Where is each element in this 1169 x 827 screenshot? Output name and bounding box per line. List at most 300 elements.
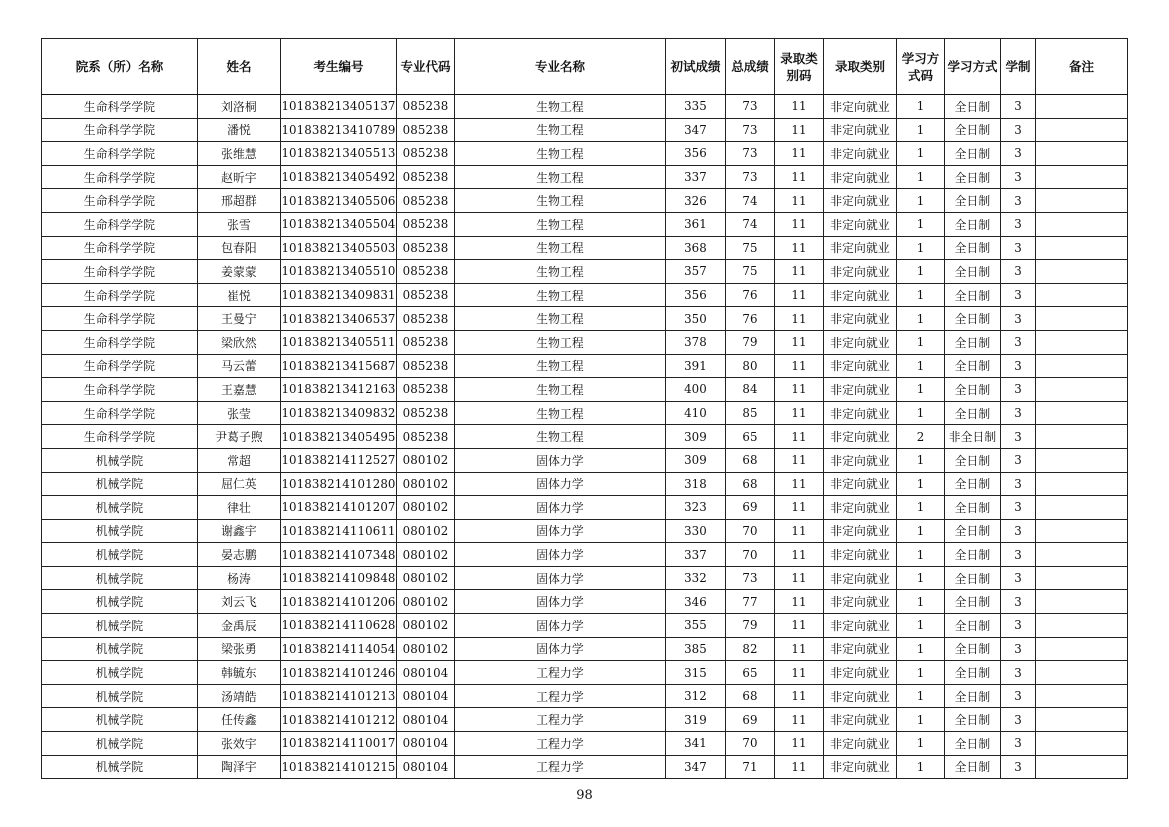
admission-type-cell: 非定向就业: [824, 142, 897, 166]
major-code-cell: 080102: [397, 496, 455, 520]
admission-type-code-cell: 11: [775, 755, 824, 779]
study-mode-code-cell: 1: [897, 684, 945, 708]
major-name-cell: 生物工程: [455, 307, 666, 331]
table-row: [42, 614, 1128, 638]
name-cell: 屈仁英: [198, 472, 281, 496]
remarks-cell: [1036, 448, 1128, 472]
department-cell: 机械学院: [42, 755, 198, 779]
study-mode-code-cell: 1: [897, 543, 945, 567]
department-cell: 生命科学学院: [42, 260, 198, 284]
remarks-cell: [1036, 307, 1128, 331]
admission-type-cell: 非定向就业: [824, 307, 897, 331]
total-score-cell: 76: [726, 307, 775, 331]
admission-type-cell: 非定向就业: [824, 378, 897, 402]
name-cell: 邢超群: [198, 189, 281, 213]
table-row: [42, 236, 1128, 260]
duration-cell: 3: [1001, 496, 1036, 520]
major-code-cell: 080104: [397, 661, 455, 685]
name-cell: 陶泽宇: [198, 755, 281, 779]
prelim-score-cell: 337: [666, 543, 726, 567]
study-mode-cell: 全日制: [945, 330, 1001, 354]
duration-cell: 3: [1001, 755, 1036, 779]
department-cell: 机械学院: [42, 496, 198, 520]
prelim-score-cell: 332: [666, 566, 726, 590]
candidate-id-cell: 101838213405510: [281, 260, 397, 284]
major-code-cell: 085238: [397, 118, 455, 142]
duration-cell: 3: [1001, 283, 1036, 307]
prelim-score-cell: 323: [666, 496, 726, 520]
major-name-cell: 生物工程: [455, 330, 666, 354]
study-mode-cell: 非全日制: [945, 425, 1001, 449]
department-cell: 生命科学学院: [42, 401, 198, 425]
table-row: [42, 401, 1128, 425]
table-row: [42, 448, 1128, 472]
remarks-cell: [1036, 543, 1128, 567]
admission-type-code-cell: 11: [775, 472, 824, 496]
name-cell: 马云蕾: [198, 354, 281, 378]
duration-cell: 3: [1001, 378, 1036, 402]
header-total-score: 总成绩: [726, 39, 775, 95]
duration-cell: 3: [1001, 425, 1036, 449]
admission-list-sheet: [41, 38, 1127, 779]
major-code-cell: 085238: [397, 236, 455, 260]
admission-type-code-cell: 11: [775, 401, 824, 425]
remarks-cell: [1036, 354, 1128, 378]
major-code-cell: 080102: [397, 614, 455, 638]
major-code-cell: 085238: [397, 260, 455, 284]
total-score-cell: 82: [726, 637, 775, 661]
duration-cell: 3: [1001, 189, 1036, 213]
prelim-score-cell: 326: [666, 189, 726, 213]
table-row: [42, 189, 1128, 213]
table-row: [42, 330, 1128, 354]
admission-type-cell: 非定向就业: [824, 637, 897, 661]
admission-type-cell: 非定向就业: [824, 448, 897, 472]
candidate-id-cell: 101838214101213: [281, 684, 397, 708]
study-mode-code-cell: 1: [897, 330, 945, 354]
prelim-score-cell: 368: [666, 236, 726, 260]
remarks-cell: [1036, 330, 1128, 354]
duration-cell: 3: [1001, 354, 1036, 378]
admission-type-code-cell: 11: [775, 637, 824, 661]
prelim-score-cell: 341: [666, 732, 726, 756]
study-mode-cell: 全日制: [945, 118, 1001, 142]
major-code-cell: 085238: [397, 189, 455, 213]
department-cell: 机械学院: [42, 566, 198, 590]
major-code-cell: 080102: [397, 519, 455, 543]
remarks-cell: [1036, 401, 1128, 425]
candidate-id-cell: 101838213405503: [281, 236, 397, 260]
candidate-id-cell: 101838213405513: [281, 142, 397, 166]
table-row: [42, 283, 1128, 307]
candidate-id-cell: 101838214101246: [281, 661, 397, 685]
name-cell: 任传鑫: [198, 708, 281, 732]
admission-type-code-cell: 11: [775, 354, 824, 378]
major-name-cell: 生物工程: [455, 189, 666, 213]
total-score-cell: 73: [726, 165, 775, 189]
total-score-cell: 73: [726, 566, 775, 590]
table-row: [42, 566, 1128, 590]
prelim-score-cell: 355: [666, 614, 726, 638]
admission-type-code-cell: 11: [775, 212, 824, 236]
total-score-cell: 68: [726, 472, 775, 496]
major-name-cell: 生物工程: [455, 354, 666, 378]
duration-cell: 3: [1001, 637, 1036, 661]
study-mode-cell: 全日制: [945, 212, 1001, 236]
name-cell: 王曼宁: [198, 307, 281, 331]
table-row: [42, 496, 1128, 520]
table-row: [42, 142, 1128, 166]
study-mode-cell: 全日制: [945, 590, 1001, 614]
table-row: [42, 425, 1128, 449]
header-major-code: 专业代码: [397, 39, 455, 95]
remarks-cell: [1036, 236, 1128, 260]
study-mode-cell: 全日制: [945, 165, 1001, 189]
duration-cell: 3: [1001, 165, 1036, 189]
major-code-cell: 085238: [397, 307, 455, 331]
department-cell: 机械学院: [42, 543, 198, 567]
department-cell: 生命科学学院: [42, 189, 198, 213]
header-admission-type: 录取类别: [824, 39, 897, 95]
study-mode-code-cell: 1: [897, 448, 945, 472]
admission-type-code-cell: 11: [775, 283, 824, 307]
department-cell: 生命科学学院: [42, 330, 198, 354]
study-mode-code-cell: 1: [897, 401, 945, 425]
duration-cell: 3: [1001, 448, 1036, 472]
candidate-id-cell: 101838214101212: [281, 708, 397, 732]
name-cell: 常超: [198, 448, 281, 472]
department-cell: 机械学院: [42, 637, 198, 661]
remarks-cell: [1036, 708, 1128, 732]
duration-cell: 3: [1001, 519, 1036, 543]
department-cell: 生命科学学院: [42, 165, 198, 189]
department-cell: 机械学院: [42, 472, 198, 496]
admission-type-cell: 非定向就业: [824, 260, 897, 284]
major-name-cell: 生物工程: [455, 212, 666, 236]
major-name-cell: 工程力学: [455, 661, 666, 685]
admission-type-code-cell: 11: [775, 448, 824, 472]
remarks-cell: [1036, 260, 1128, 284]
name-cell: 刘洛桐: [198, 95, 281, 119]
prelim-score-cell: 309: [666, 448, 726, 472]
table-row: [42, 637, 1128, 661]
department-cell: 机械学院: [42, 590, 198, 614]
study-mode-cell: 全日制: [945, 260, 1001, 284]
table-row: [42, 260, 1128, 284]
admission-type-code-cell: 11: [775, 118, 824, 142]
duration-cell: 3: [1001, 307, 1036, 331]
name-cell: 张莹: [198, 401, 281, 425]
major-code-cell: 080102: [397, 472, 455, 496]
total-score-cell: 74: [726, 189, 775, 213]
study-mode-code-cell: 1: [897, 496, 945, 520]
remarks-cell: [1036, 566, 1128, 590]
admission-type-code-cell: 11: [775, 732, 824, 756]
study-mode-cell: 全日制: [945, 95, 1001, 119]
duration-cell: 3: [1001, 212, 1036, 236]
major-code-cell: 085238: [397, 283, 455, 307]
admission-type-code-cell: 11: [775, 543, 824, 567]
table-body: [42, 95, 1128, 779]
study-mode-cell: 全日制: [945, 448, 1001, 472]
admission-type-cell: 非定向就业: [824, 708, 897, 732]
duration-cell: 3: [1001, 401, 1036, 425]
name-cell: 梁欣然: [198, 330, 281, 354]
name-cell: 赵昕宇: [198, 165, 281, 189]
study-mode-code-cell: 1: [897, 614, 945, 638]
prelim-score-cell: 312: [666, 684, 726, 708]
major-name-cell: 固体力学: [455, 496, 666, 520]
study-mode-code-cell: 1: [897, 732, 945, 756]
candidate-id-cell: 101838213406537: [281, 307, 397, 331]
table-row: [42, 543, 1128, 567]
duration-cell: 3: [1001, 330, 1036, 354]
total-score-cell: 69: [726, 708, 775, 732]
header-remarks: 备注: [1036, 39, 1128, 95]
remarks-cell: [1036, 425, 1128, 449]
name-cell: 梁张勇: [198, 637, 281, 661]
header-study-mode: 学习方式: [945, 39, 1001, 95]
major-name-cell: 生物工程: [455, 260, 666, 284]
study-mode-code-cell: 1: [897, 519, 945, 543]
remarks-cell: [1036, 212, 1128, 236]
department-cell: 机械学院: [42, 448, 198, 472]
candidate-id-cell: 101838214101206: [281, 590, 397, 614]
name-cell: 金禹辰: [198, 614, 281, 638]
remarks-cell: [1036, 118, 1128, 142]
candidate-id-cell: 101838213405137: [281, 95, 397, 119]
admission-type-cell: 非定向就业: [824, 614, 897, 638]
admission-type-code-cell: 11: [775, 684, 824, 708]
major-name-cell: 生物工程: [455, 118, 666, 142]
study-mode-cell: 全日制: [945, 354, 1001, 378]
candidate-id-cell: 101838213415687: [281, 354, 397, 378]
study-mode-cell: 全日制: [945, 614, 1001, 638]
duration-cell: 3: [1001, 708, 1036, 732]
admission-type-cell: 非定向就业: [824, 95, 897, 119]
admission-type-code-cell: 11: [775, 590, 824, 614]
major-name-cell: 固体力学: [455, 590, 666, 614]
total-score-cell: 71: [726, 755, 775, 779]
admission-type-code-cell: 11: [775, 708, 824, 732]
study-mode-code-cell: 1: [897, 566, 945, 590]
study-mode-cell: 全日制: [945, 472, 1001, 496]
study-mode-code-cell: 1: [897, 378, 945, 402]
candidate-id-cell: 101838213405511: [281, 330, 397, 354]
study-mode-cell: 全日制: [945, 189, 1001, 213]
candidate-id-cell: 101838213405506: [281, 189, 397, 213]
department-cell: 生命科学学院: [42, 142, 198, 166]
study-mode-code-cell: 1: [897, 354, 945, 378]
prelim-score-cell: 357: [666, 260, 726, 284]
duration-cell: 3: [1001, 566, 1036, 590]
total-score-cell: 68: [726, 684, 775, 708]
major-name-cell: 生物工程: [455, 142, 666, 166]
admission-type-cell: 非定向就业: [824, 566, 897, 590]
department-cell: 机械学院: [42, 732, 198, 756]
total-score-cell: 65: [726, 425, 775, 449]
prelim-score-cell: 410: [666, 401, 726, 425]
department-cell: 生命科学学院: [42, 236, 198, 260]
name-cell: 包春阳: [198, 236, 281, 260]
total-score-cell: 75: [726, 236, 775, 260]
admission-type-cell: 非定向就业: [824, 212, 897, 236]
remarks-cell: [1036, 755, 1128, 779]
prelim-score-cell: 319: [666, 708, 726, 732]
major-name-cell: 生物工程: [455, 378, 666, 402]
table-row: [42, 661, 1128, 685]
admission-type-code-cell: 11: [775, 189, 824, 213]
department-cell: 机械学院: [42, 614, 198, 638]
major-name-cell: 生物工程: [455, 425, 666, 449]
major-code-cell: 080104: [397, 684, 455, 708]
name-cell: 张效宇: [198, 732, 281, 756]
admission-type-cell: 非定向就业: [824, 401, 897, 425]
remarks-cell: [1036, 165, 1128, 189]
remarks-cell: [1036, 95, 1128, 119]
remarks-cell: [1036, 732, 1128, 756]
admission-type-code-cell: 11: [775, 661, 824, 685]
study-mode-code-cell: 1: [897, 165, 945, 189]
major-code-cell: 080102: [397, 637, 455, 661]
total-score-cell: 70: [726, 732, 775, 756]
table-row: [42, 307, 1128, 331]
study-mode-cell: 全日制: [945, 519, 1001, 543]
department-cell: 生命科学学院: [42, 212, 198, 236]
total-score-cell: 77: [726, 590, 775, 614]
department-cell: 生命科学学院: [42, 378, 198, 402]
header-department: 院系（所）名称: [42, 39, 198, 95]
study-mode-code-cell: 1: [897, 189, 945, 213]
major-name-cell: 固体力学: [455, 448, 666, 472]
name-cell: 律壮: [198, 496, 281, 520]
header-admission-type-code: 录取类别码: [775, 39, 824, 95]
prelim-score-cell: 347: [666, 118, 726, 142]
major-name-cell: 固体力学: [455, 637, 666, 661]
remarks-cell: [1036, 142, 1128, 166]
duration-cell: 3: [1001, 95, 1036, 119]
name-cell: 王嘉慧: [198, 378, 281, 402]
remarks-cell: [1036, 283, 1128, 307]
duration-cell: 3: [1001, 142, 1036, 166]
prelim-score-cell: 350: [666, 307, 726, 331]
total-score-cell: 75: [726, 260, 775, 284]
name-cell: 韩毓东: [198, 661, 281, 685]
study-mode-code-cell: 1: [897, 142, 945, 166]
admission-type-cell: 非定向就业: [824, 684, 897, 708]
study-mode-cell: 全日制: [945, 401, 1001, 425]
major-code-cell: 085238: [397, 142, 455, 166]
admission-type-cell: 非定向就业: [824, 755, 897, 779]
duration-cell: 3: [1001, 661, 1036, 685]
name-cell: 杨涛: [198, 566, 281, 590]
duration-cell: 3: [1001, 614, 1036, 638]
study-mode-cell: 全日制: [945, 755, 1001, 779]
major-name-cell: 工程力学: [455, 684, 666, 708]
admission-type-code-cell: 11: [775, 378, 824, 402]
candidate-id-cell: 101838213410789: [281, 118, 397, 142]
candidate-id-cell: 101838214101215: [281, 755, 397, 779]
study-mode-code-cell: 2: [897, 425, 945, 449]
total-score-cell: 70: [726, 543, 775, 567]
admission-type-cell: 非定向就业: [824, 165, 897, 189]
major-code-cell: 080104: [397, 732, 455, 756]
table-row: [42, 519, 1128, 543]
duration-cell: 3: [1001, 260, 1036, 284]
study-mode-cell: 全日制: [945, 708, 1001, 732]
major-name-cell: 固体力学: [455, 472, 666, 496]
prelim-score-cell: 337: [666, 165, 726, 189]
total-score-cell: 80: [726, 354, 775, 378]
department-cell: 生命科学学院: [42, 425, 198, 449]
prelim-score-cell: 378: [666, 330, 726, 354]
study-mode-cell: 全日制: [945, 496, 1001, 520]
admission-type-code-cell: 11: [775, 95, 824, 119]
study-mode-cell: 全日制: [945, 732, 1001, 756]
candidate-id-cell: 101838214109848: [281, 566, 397, 590]
candidate-id-cell: 101838214101280: [281, 472, 397, 496]
admission-type-cell: 非定向就业: [824, 283, 897, 307]
study-mode-cell: 全日制: [945, 543, 1001, 567]
candidate-id-cell: 101838214114054: [281, 637, 397, 661]
table-row: [42, 95, 1128, 119]
study-mode-code-cell: 1: [897, 118, 945, 142]
major-code-cell: 085238: [397, 354, 455, 378]
major-code-cell: 085238: [397, 95, 455, 119]
duration-cell: 3: [1001, 590, 1036, 614]
major-name-cell: 生物工程: [455, 95, 666, 119]
study-mode-cell: 全日制: [945, 236, 1001, 260]
study-mode-code-cell: 1: [897, 307, 945, 331]
major-name-cell: 工程力学: [455, 732, 666, 756]
remarks-cell: [1036, 661, 1128, 685]
total-score-cell: 65: [726, 661, 775, 685]
candidate-id-cell: 101838214101207: [281, 496, 397, 520]
name-cell: 刘云飞: [198, 590, 281, 614]
admission-type-cell: 非定向就业: [824, 732, 897, 756]
study-mode-cell: 全日制: [945, 307, 1001, 331]
table-row: [42, 212, 1128, 236]
admission-type-code-cell: 11: [775, 165, 824, 189]
major-code-cell: 085238: [397, 401, 455, 425]
major-name-cell: 固体力学: [455, 519, 666, 543]
candidate-id-cell: 101838213409831: [281, 283, 397, 307]
admission-type-cell: 非定向就业: [824, 543, 897, 567]
name-cell: 晏志鹏: [198, 543, 281, 567]
major-name-cell: 生物工程: [455, 236, 666, 260]
major-name-cell: 固体力学: [455, 614, 666, 638]
admission-type-code-cell: 11: [775, 307, 824, 331]
table-row: [42, 708, 1128, 732]
admission-type-code-cell: 11: [775, 260, 824, 284]
candidate-id-cell: 101838214110017: [281, 732, 397, 756]
admission-type-cell: 非定向就业: [824, 425, 897, 449]
name-cell: 姜蒙蒙: [198, 260, 281, 284]
name-cell: 尹葛子煦: [198, 425, 281, 449]
major-name-cell: 固体力学: [455, 566, 666, 590]
study-mode-code-cell: 1: [897, 755, 945, 779]
department-cell: 生命科学学院: [42, 307, 198, 331]
department-cell: 机械学院: [42, 519, 198, 543]
name-cell: 汤靖皓: [198, 684, 281, 708]
candidate-id-cell: 101838213409832: [281, 401, 397, 425]
duration-cell: 3: [1001, 118, 1036, 142]
major-code-cell: 080102: [397, 543, 455, 567]
total-score-cell: 84: [726, 378, 775, 402]
prelim-score-cell: 346: [666, 590, 726, 614]
name-cell: 张雪: [198, 212, 281, 236]
department-cell: 生命科学学院: [42, 283, 198, 307]
